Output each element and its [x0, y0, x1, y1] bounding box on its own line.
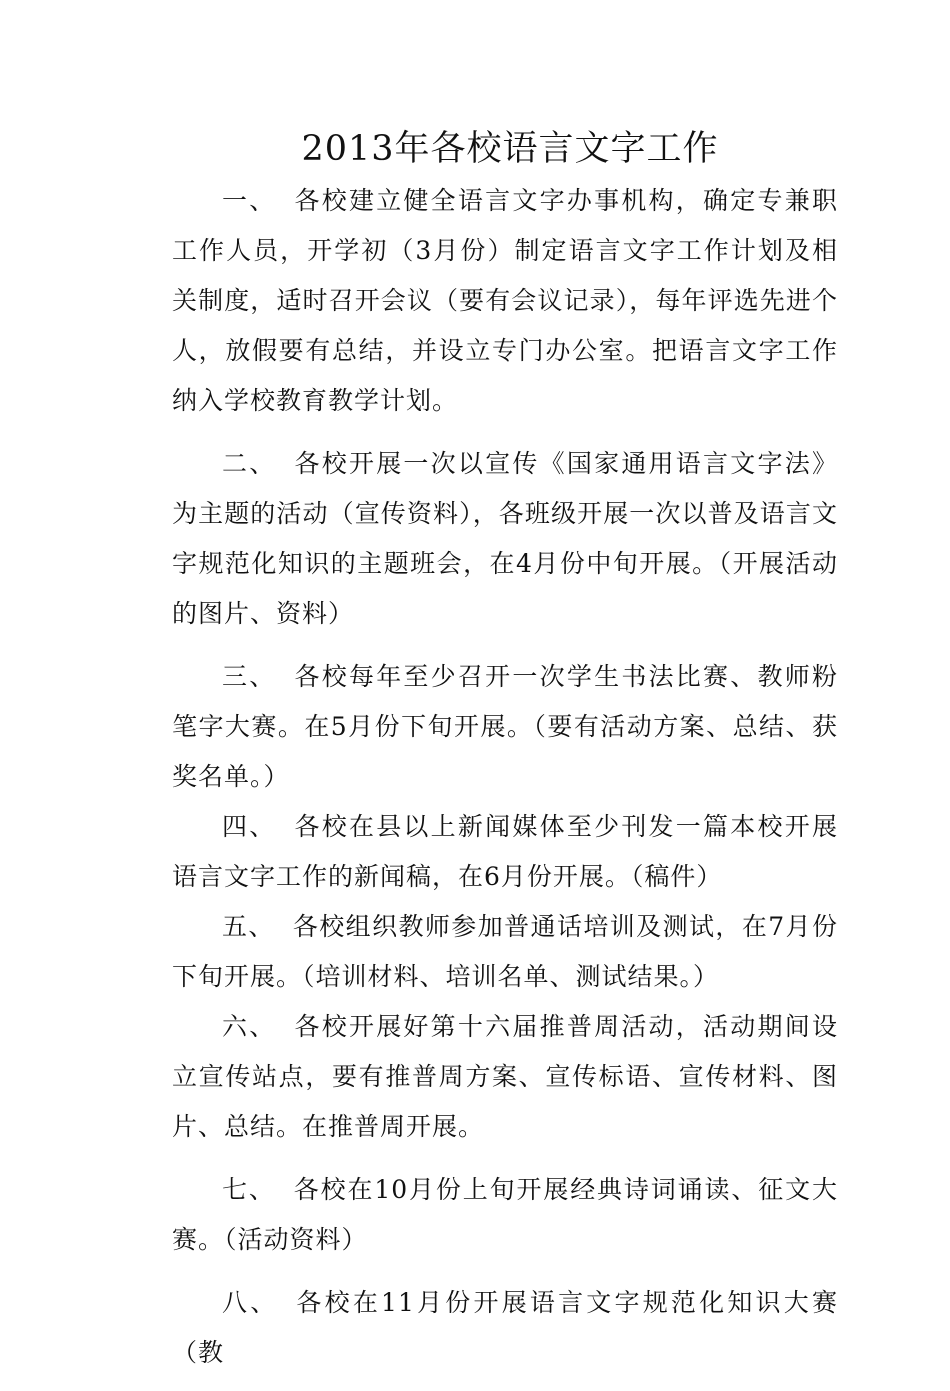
section-1-number: 一、	[222, 186, 277, 215]
section-5-number: 五、	[222, 912, 275, 941]
section-7	[172, 1165, 838, 1265]
section-5	[172, 902, 838, 1002]
section-8-text: 各校在11月份开展语言文字规范化知识大赛（教	[172, 1288, 838, 1367]
section-3-number: 三、	[222, 662, 277, 691]
section-7-number: 七、	[222, 1175, 276, 1204]
section-7-text: 各校在10月份上旬开展经典诗词诵读、征文大赛。（活动资料）	[172, 1175, 838, 1254]
section-1	[172, 176, 838, 426]
section-3-text: 各校每年至少召开一次学生书法比赛、教师粉笔字大赛。在5月份下旬开展。（要有活动方案、总结、获奖名单。）	[172, 662, 838, 791]
section-6-text: 各校开展好第十六届推普周活动，活动期间设立宣传站点，要有推普周方案、宣传标语、宣传材料、图片、总结。在推普周开展。	[172, 1012, 838, 1141]
section-4	[172, 802, 838, 902]
section-6	[172, 1002, 838, 1152]
section-8-number: 八、	[222, 1288, 279, 1317]
section-1-text: 各校建立健全语言文字办事机构，确定专兼职工作人员，开学初（3月份）制定语言文字工作计划及相关制度，适时召开会议（要有会议记录），每年评选先进个人，放假要有总结，并设立专门办公室。把语言文字工作纳入学校教育教学计划。	[172, 186, 838, 415]
section-2-text: 各校开展一次以宣传《国家通用语言文字法》为主题的活动（宣传资料），各班级开展一次以普及语言文字规范化知识的主题班会，在4月份中旬开展。（开展活动的图片、资料）	[172, 449, 838, 628]
section-3	[172, 652, 838, 802]
document-body	[172, 176, 838, 1391]
document-title: 2013年各校语言文字工作	[301, 129, 719, 169]
section-2	[172, 439, 838, 639]
section-6-number: 六、	[222, 1012, 277, 1041]
section-4-text: 各校在县以上新闻媒体至少刊发一篇本校开展语言文字工作的新闻稿，在6月份开展。（稿件）	[172, 812, 838, 891]
section-2-number: 二、	[222, 449, 277, 478]
section-8	[172, 1278, 838, 1378]
section-4-number: 四、	[222, 812, 277, 841]
section-5-text: 各校组织教师参加普通话培训及测试，在7月份下旬开展。（培训材料、培训名单、测试结果。）	[172, 912, 838, 991]
